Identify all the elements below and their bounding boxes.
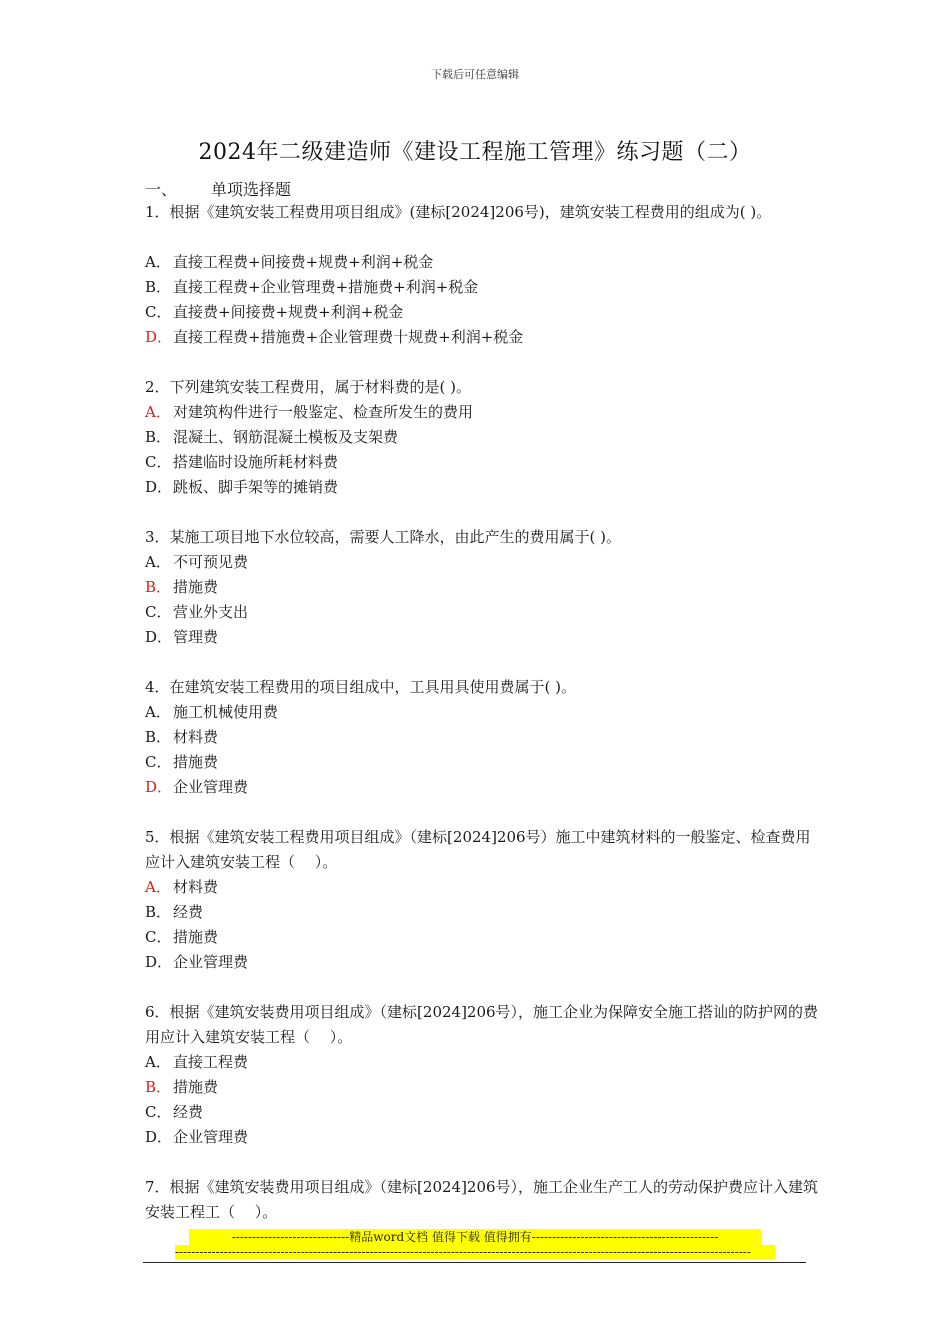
question-stem: 1．根据《建筑安装工程费用项目组成》(建标[2024]206号)，建筑安装工程费用的组成为( )。 xyxy=(145,203,772,221)
option-a: A． 直接工程费+间接费+规费+利润+税金 xyxy=(145,253,434,271)
option-b: B． 直接工程费+企业管理费+措施费+利润+税金 xyxy=(145,278,479,296)
question-7 xyxy=(145,1175,825,1225)
question-stem: 3．某施工项目地下水位较高，需要人工降水，由此产生的费用属于( )。 xyxy=(145,528,622,546)
question-stem: 4．在建筑安装工程费用的项目组成中，工具用具使用费属于( )。 xyxy=(145,678,577,696)
header-note: 下载后可任意编辑 xyxy=(431,68,519,81)
section-number: 一、 xyxy=(145,180,178,199)
question-stem: 6．根据《建筑安装费用项目组成》（建标[2024]206号），施工企业为保障安全施工搭讪的防护网的费用应计入建筑安装工程（ ）。 xyxy=(145,1003,819,1046)
option-d: D．企业管理费 xyxy=(145,953,249,971)
option-c: C． 经费 xyxy=(145,1103,204,1121)
question-5 xyxy=(145,825,825,975)
question-4 xyxy=(145,675,825,800)
option-a: A． 直接工程费 xyxy=(145,1053,249,1071)
option-c: C． 直接费+间接费+规费+利润+税金 xyxy=(145,303,404,321)
question-stem: 5．根据《建筑安装工程费用项目组成》（建标[2024]206号）施工中建筑材料的一般鉴定、检查费用应计入建筑安装工程（ ）。 xyxy=(145,828,811,871)
question-6 xyxy=(145,1000,825,1150)
option-a-answer: A． 材料费 xyxy=(145,878,219,896)
option-d: D．跳板、脚手架等的摊销费 xyxy=(145,478,339,496)
page-title: 2024年二级建造师《建设工程施工管理》练习题（二） xyxy=(198,140,752,165)
option-b: B． 材料费 xyxy=(145,728,219,746)
question-stem: 2．下列建筑安装工程费用，属于材料费的是( )。 xyxy=(145,378,472,396)
option-d-answer: D．企业管理费 xyxy=(145,778,249,796)
question-3 xyxy=(145,525,825,650)
question-2 xyxy=(145,375,825,500)
option-b: B． 经费 xyxy=(145,903,204,921)
option-d-answer: D．直接工程费+措施费+企业管理费十规费+利润+税金 xyxy=(145,328,524,346)
option-c: C． 措施费 xyxy=(145,928,219,946)
question-stem: 7．根据《建筑安装费用项目组成》（建标[2024]206号），施工企业生产工人的劳动保护费应计入建筑安装工程工（ ）。 xyxy=(145,1178,819,1221)
option-a: A． 施工机械使用费 xyxy=(145,703,279,721)
option-d: D．管理费 xyxy=(145,628,219,646)
option-b-answer: B． 措施费 xyxy=(145,1078,219,1096)
option-a-answer: A． 对建筑构件进行一般鉴定、检查所发生的费用 xyxy=(145,403,474,421)
option-d: D．企业管理费 xyxy=(145,1128,249,1146)
option-c: C． 营业外支出 xyxy=(145,603,249,621)
option-c: C． 搭建临时设施所耗材料费 xyxy=(145,453,339,471)
section-label: 单项选择题 xyxy=(211,180,292,199)
footer-banner: -----------------------------精品word文档 值得下载 值得拥有---------------------------------------------- xyxy=(189,1229,761,1245)
option-c: C． 措施费 xyxy=(145,753,219,771)
option-b: B． 混凝土、钢筋混凝土模板及支架费 xyxy=(145,428,399,446)
footer-divider xyxy=(143,1262,806,1263)
option-a: A． 不可预见费 xyxy=(145,553,249,571)
option-b-answer: B． 措施费 xyxy=(145,578,219,596)
question-1 xyxy=(145,200,825,350)
question-list xyxy=(145,200,825,1225)
section-heading xyxy=(145,177,291,200)
footer-dashes: ---------------------------------------------------------------------------------------------------------------------------------------------- xyxy=(175,1245,775,1259)
